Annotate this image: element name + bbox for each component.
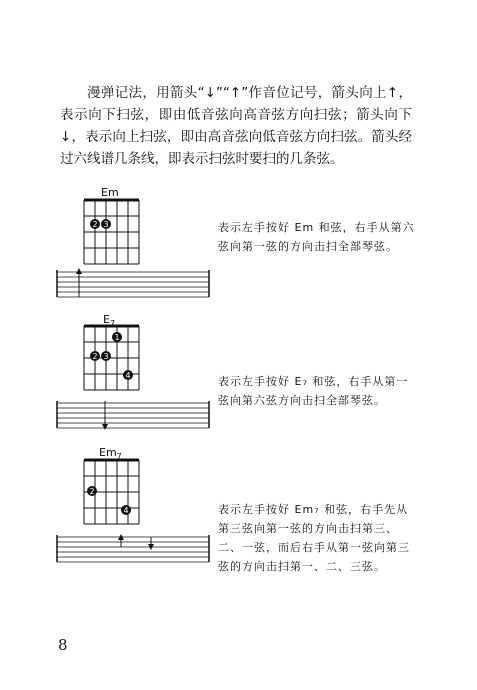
description-em: 表示左手按好 Em 和弦，右手从第六弦向第一弦的方向击扫全部琴弦。: [218, 221, 415, 253]
chord-diagram-em: [84, 200, 144, 270]
chord-name-e7: $E_7$: [103, 313, 116, 329]
chord-name-em: Em: [101, 186, 119, 199]
svg-text:3: 3: [103, 352, 109, 361]
intro-paragraph: 漫弹记法，用箭头“↓”“↑”作音位记号，箭头向上↑，表示向下扫弦，即由低音弦向高音弦方向扫弦；箭头向下↓，表示向上扫弦，即由高音弦向低音弦方向扫弦。箭头经过六线谱几条线，即表示扫弦时要扫的几条弦。: [60, 85, 412, 167]
chord-diagram-em7: [84, 460, 144, 530]
svg-text:2: 2: [89, 487, 95, 496]
svg-text:2: 2: [92, 352, 98, 361]
svg-text:4: 4: [125, 371, 131, 380]
svg-text:4: 4: [123, 506, 129, 515]
description-e7: 表示左手按好 E₇ 和弦，右手从第一弦向第六弦方向击扫全部琴弦。: [218, 375, 409, 407]
chord-diagram-e7: [84, 326, 144, 396]
page-number: 8: [58, 636, 68, 654]
tab-staff-em7: [57, 535, 212, 565]
tab-staff-em: [57, 270, 212, 300]
chord-name-em7: $Em_7$: [99, 446, 122, 462]
svg-text:3: 3: [103, 220, 109, 229]
svg-text:1: 1: [114, 333, 120, 342]
intro-text: [60, 82, 412, 170]
svg-text:2: 2: [92, 220, 98, 229]
description-em7: 表示左手按好 Em₇ 和弦，右手先从第三弦向第一弦的方向击扫第三、二、一弦，而后右手从第一弦向第三弦的方向击扫第一、二、三弦。: [218, 503, 410, 573]
tab-staff-e7: [57, 401, 212, 431]
